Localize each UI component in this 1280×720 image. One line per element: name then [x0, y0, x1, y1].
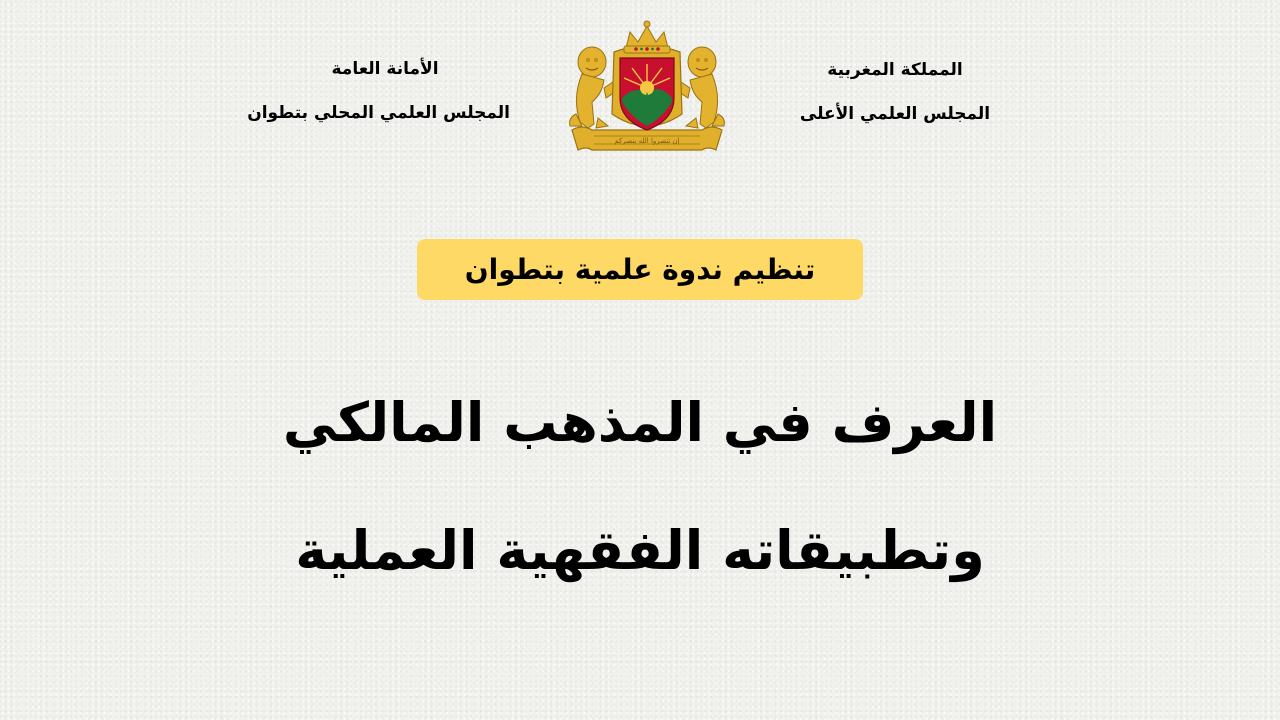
- header-council-label: المجلس العلمي الأعلى: [799, 104, 991, 124]
- main-title-line-1: العرف في المذهب المالكي: [282, 391, 998, 454]
- seminar-badge-text: تنظيم ندوة علمية بتطوان: [464, 252, 816, 286]
- header-secretariat-label: الأمانة العامة: [331, 59, 439, 79]
- header-kingdom-label: المملكة المغربية: [827, 60, 963, 80]
- seminar-badge: [417, 239, 863, 300]
- header-local-council-label: المجلس العلمي المحلي بتطوان: [247, 103, 510, 123]
- moroccan-coat-of-arms-emblem: [562, 18, 732, 160]
- main-title-line-2: وتطبيقاته الفقهية العملية: [295, 519, 985, 582]
- svg-text:إن تنصروا الله ينصركم: إن تنصروا الله ينصركم: [614, 137, 680, 145]
